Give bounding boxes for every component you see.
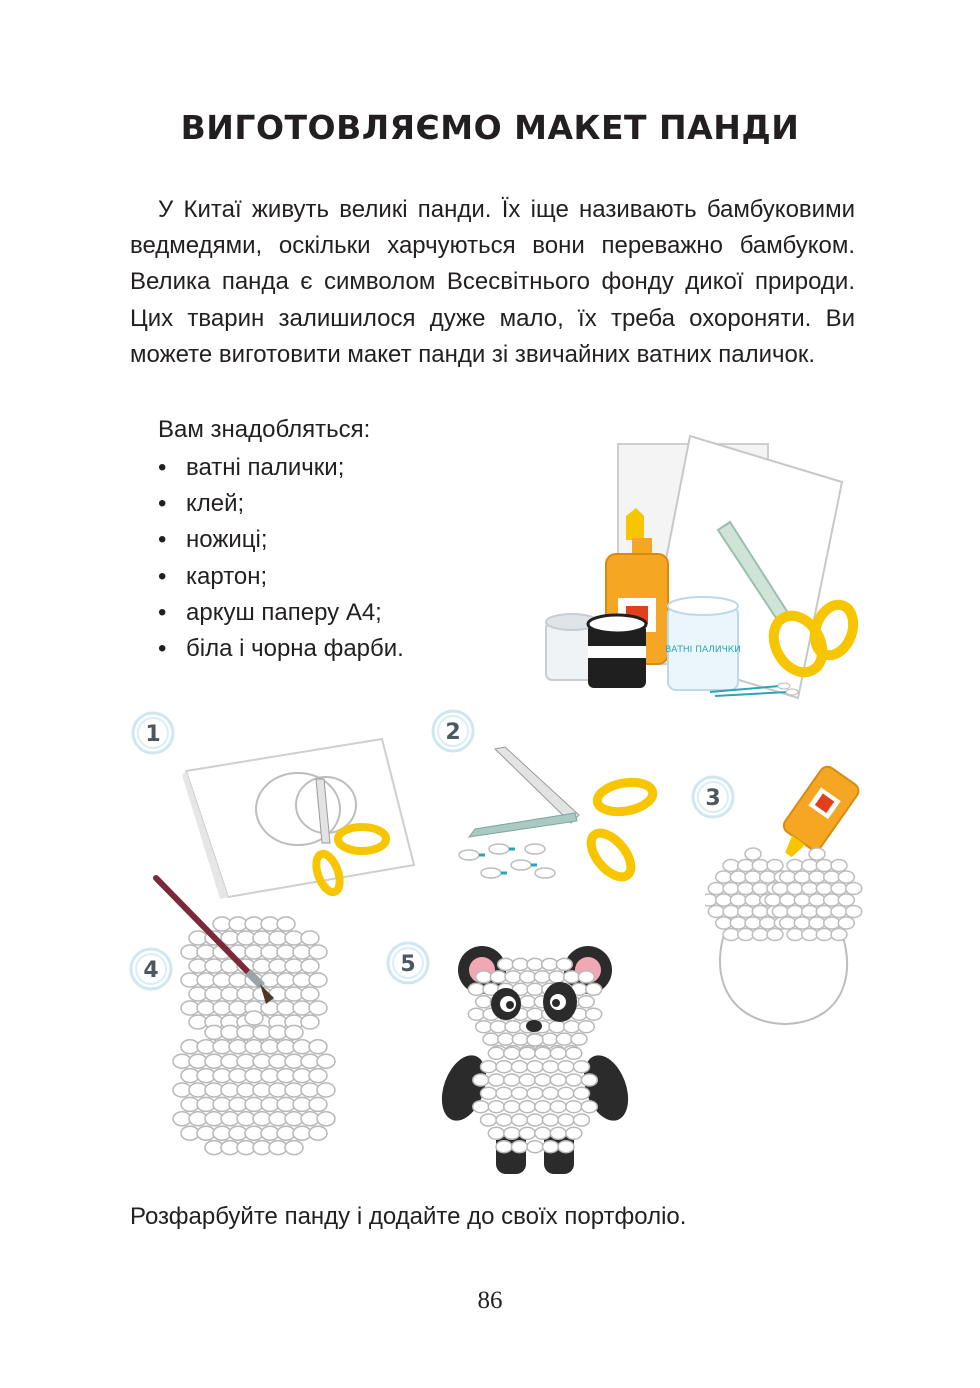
cotton-swab-tip [831, 883, 847, 895]
cotton-swab-tip [558, 1141, 574, 1153]
cotton-swab-tip [809, 917, 825, 929]
cotton-swab-tip [481, 1061, 497, 1073]
cotton-swab-tip [309, 1069, 327, 1083]
cotton-swab-tip [809, 871, 825, 883]
step-4-illustration [150, 870, 360, 1180]
cotton-swab-tip [780, 894, 796, 906]
cotton-swab-tip [483, 1033, 499, 1045]
cotton-swab-tip [301, 1015, 319, 1029]
cotton-swab-tip [527, 1087, 543, 1099]
cotton-swab-tip [490, 971, 506, 983]
cotton-swab-tip [802, 860, 818, 872]
panda-swab-body [468, 958, 601, 1152]
cotton-swab-tip [738, 860, 754, 872]
cotton-swab-tip [824, 871, 840, 883]
cotton-swab-tip [543, 1087, 559, 1099]
cotton-swab-tip [498, 1033, 514, 1045]
cotton-swab-tip [527, 1008, 543, 1020]
cotton-swab-tip [566, 1074, 582, 1086]
cotton-swab-tip [558, 1114, 574, 1126]
cotton-swab-tip [309, 1001, 327, 1015]
material-item: • біла і чорна фарби. [158, 631, 404, 667]
cotton-swab-tip [787, 906, 803, 918]
step-5-illustration [440, 940, 630, 1180]
cotton-swab-tip [571, 1033, 587, 1045]
cotton-swab-tip [488, 1047, 504, 1059]
cotton-swab-tip [488, 1101, 504, 1113]
step-number: 2 [445, 720, 461, 745]
cotton-swab-tip [787, 860, 803, 872]
cotton-swab-tip [309, 945, 327, 959]
cotton-swab-tip [481, 1087, 497, 1099]
cotton-swab-tip [586, 983, 602, 995]
cotton-swab-tip [831, 860, 847, 872]
cotton-swab-tip [558, 1061, 574, 1073]
cotton-swab-tip [512, 1087, 528, 1099]
step-3-illustration [705, 760, 865, 1040]
cotton-swab-tip [723, 860, 739, 872]
cotton-swab-tip [542, 958, 558, 970]
cotton-swab-tip [519, 1127, 535, 1139]
cotton-swab-tip [496, 1114, 512, 1126]
cotton-swab-tip [277, 917, 295, 931]
cotton-swab-tip [481, 1114, 497, 1126]
cotton-swab-tip [816, 906, 832, 918]
materials-heading: Вам знадобляться: [158, 416, 371, 443]
cotton-swab-tip [780, 917, 796, 929]
materials-illustration [540, 430, 860, 710]
step-2-illustration [455, 745, 665, 895]
cotton-swab-tip [578, 1021, 594, 1033]
cotton-swab-tip [574, 1087, 590, 1099]
cotton-swab-tip [543, 1141, 559, 1153]
cotton-swab-tip [496, 1141, 512, 1153]
cotton-swab-tip [723, 883, 739, 895]
cotton-swab-tip [787, 883, 803, 895]
cotton-swab-tip [752, 906, 768, 918]
cotton-swab-tip [738, 883, 754, 895]
material-item: • ножиці; [158, 522, 404, 558]
step-badge-1 [130, 710, 176, 756]
cotton-swab-tip [505, 1021, 521, 1033]
cotton-swab-tip [542, 1033, 558, 1045]
cotton-swab-tip [745, 871, 761, 883]
cotton-swab-tip [504, 1101, 520, 1113]
cotton-swab-tip [816, 883, 832, 895]
cotton-swab-tip [468, 1008, 484, 1020]
cotton-swab-tip [760, 871, 776, 883]
page-title: ВИГОТОВЛЯЄМО МАКЕТ ПАНДИ [180, 108, 800, 147]
cotton-swab-tip [527, 1061, 543, 1073]
cotton-swab-tip [527, 958, 543, 970]
cotton-swab-tip [566, 1127, 582, 1139]
step-number: 1 [145, 722, 161, 747]
cotton-swab-tip [549, 971, 565, 983]
step-number: 3 [705, 786, 721, 811]
cotton-swab-tip [535, 1127, 551, 1139]
cotton-swab-tip [730, 871, 746, 883]
panda-swab-body [173, 917, 335, 1155]
cotton-swab-tip [787, 929, 803, 941]
intro-text: У Китаї живуть великі панди. Їх іще називають бамбуковими ведмедями, оскільки харчуються вони переважно бамбуком. Велика панда є символом Всесвітнього фонду дикої природи. Цих тварин залишилося дуже мало, їх треба охороняти. Ви можете виготовити макет панди зі звичайних ватних паличок. [130, 196, 855, 368]
black-paint-jar-icon [588, 615, 646, 688]
cotton-swab-tip [809, 894, 825, 906]
cotton-swab-tip [468, 983, 484, 995]
closing-instruction: Розфарбуйте панду і додайте до своїх портфоліо. [130, 1203, 687, 1230]
cotton-swab-tip [301, 959, 319, 973]
cotton-swab-tip [512, 1061, 528, 1073]
cotton-swab-tip [245, 1011, 263, 1025]
cotton-swab-tip [846, 883, 862, 895]
cotton-swab-tip [520, 996, 536, 1008]
cotton-swab-tip [723, 906, 739, 918]
cotton-swab-tip [765, 894, 781, 906]
swab-box-label: ВАТНІ ПАЛИЧКИ [665, 645, 741, 655]
cotton-swab-tip [498, 958, 514, 970]
cotton-swab-tip [824, 894, 840, 906]
cotton-swab-tip [534, 971, 550, 983]
cotton-swab-tip [309, 1097, 327, 1111]
cotton-swab-tip [317, 1054, 335, 1068]
cotton-swab-tip [504, 1074, 520, 1086]
material-item: • ватні палички; [158, 450, 404, 486]
cotton-swab-tip [716, 894, 732, 906]
cotton-swab-tip [581, 1074, 597, 1086]
cotton-swab-tip [476, 996, 492, 1008]
cotton-swab-tip [285, 1025, 303, 1039]
cotton-swab-tip [578, 971, 594, 983]
step-number: 5 [400, 952, 416, 977]
cotton-swab-tip [716, 871, 732, 883]
cotton-swab-tip [476, 1021, 492, 1033]
step-badge-5 [385, 940, 431, 986]
cotton-swab-tip [309, 973, 327, 987]
cotton-swab-tip [772, 883, 788, 895]
cotton-swab-tip [550, 1101, 566, 1113]
cotton-swab-tip [527, 1141, 543, 1153]
material-item: • аркуш паперу А4; [158, 595, 404, 631]
material-item: • клей; [158, 486, 404, 522]
cotton-swab-tip [535, 1047, 551, 1059]
step-number: 4 [143, 958, 159, 983]
cotton-swab-tip [473, 1074, 489, 1086]
cotton-swab-tip [317, 1083, 335, 1097]
cotton-swab-tip [527, 983, 543, 995]
cotton-swab-tip [708, 883, 724, 895]
cotton-swab-tip [550, 1127, 566, 1139]
cotton-swab-tip [730, 917, 746, 929]
cotton-swab-tip [716, 917, 732, 929]
cotton-swab-tip [794, 894, 810, 906]
cotton-swab-tip [752, 883, 768, 895]
cotton-swab-tip [317, 1112, 335, 1126]
cotton-swab-tip [809, 848, 825, 860]
cotton-swab-tip [745, 894, 761, 906]
cotton-swab-tip [738, 929, 754, 941]
cotton-swab-tip [309, 1126, 327, 1140]
cotton-swab-tip [488, 1127, 504, 1139]
page-number: 86 [477, 1287, 503, 1314]
cotton-swab-tip [824, 917, 840, 929]
cotton-swab-tip [512, 1114, 528, 1126]
cotton-swab-tip [490, 1021, 506, 1033]
cotton-swab-tip [527, 1114, 543, 1126]
cotton-swab-tip [772, 906, 788, 918]
cotton-swab-tip [285, 1141, 303, 1155]
cotton-swab-tip [504, 1047, 520, 1059]
cotton-swab-tip [535, 1074, 551, 1086]
scissors-icon [469, 747, 655, 884]
cotton-swab-tip [802, 906, 818, 918]
cotton-swab-tip [831, 906, 847, 918]
cotton-swab-tip [504, 1127, 520, 1139]
cotton-swab-tip [512, 958, 528, 970]
cotton-swab-tip [574, 1061, 590, 1073]
cotton-swab-tip [794, 917, 810, 929]
cotton-swab-tip [752, 929, 768, 941]
cotton-swab-tip [473, 1101, 489, 1113]
cotton-swab-tips-icon [705, 848, 862, 941]
cotton-swab-tip [496, 1061, 512, 1073]
cotton-swab-tip [301, 931, 319, 945]
cotton-swab-tip [708, 906, 724, 918]
cotton-swab-tip [519, 1047, 535, 1059]
materials-list [158, 450, 404, 667]
cotton-swab-tip [550, 1074, 566, 1086]
cotton-swab-tip [549, 1021, 565, 1033]
cotton-swab-tip [745, 917, 761, 929]
cotton-swab-tip [578, 996, 594, 1008]
cotton-swab-tip [488, 1074, 504, 1086]
cotton-swab-tip [566, 1047, 582, 1059]
cotton-swab-tip [846, 906, 862, 918]
cotton-swab-tip [574, 1114, 590, 1126]
cotton-swab-tip [496, 1087, 512, 1099]
cotton-swab-tip [745, 848, 761, 860]
cotton-swab-tip [752, 860, 768, 872]
cotton-swab-tip [519, 1101, 535, 1113]
cotton-swab-tip [512, 1141, 528, 1153]
cotton-swab-tip [581, 1101, 597, 1113]
cotton-swab-tip [543, 1114, 559, 1126]
cotton-swab-tip [550, 1047, 566, 1059]
cotton-swab-tip [505, 971, 521, 983]
cotton-swab-tip [556, 1033, 572, 1045]
cotton-swab-tip [564, 1021, 580, 1033]
cotton-swab-tip [566, 1101, 582, 1113]
cotton-swab-tip [586, 1008, 602, 1020]
cotton-swab-tip [723, 929, 739, 941]
cotton-swab-tip [838, 917, 854, 929]
cotton-swab-tip [520, 971, 536, 983]
material-item: • картон; [158, 559, 404, 595]
cotton-swab-tip [760, 917, 776, 929]
cotton-swab-tip [556, 958, 572, 970]
cotton-swab-tip [767, 929, 783, 941]
cotton-swab-tip [838, 894, 854, 906]
cotton-swab-tip [767, 860, 783, 872]
cotton-swab-tip [564, 971, 580, 983]
cotton-swab-tip [309, 1040, 327, 1054]
intro-paragraph [130, 192, 855, 373]
cotton-swab-tip [558, 1087, 574, 1099]
cotton-swab-tip [527, 1034, 543, 1046]
cotton-swab-tip [543, 1061, 559, 1073]
cotton-swab-tip [802, 883, 818, 895]
cotton-swab-tip [780, 871, 796, 883]
cotton-swab-tip [730, 894, 746, 906]
cotton-swab-tip [512, 1033, 528, 1045]
cotton-swab-box-icon [665, 597, 741, 690]
cotton-swab-tip [794, 871, 810, 883]
cotton-swab-tip [816, 929, 832, 941]
cotton-swab-tip [838, 871, 854, 883]
cotton-swab-tip [831, 929, 847, 941]
cotton-swab-tip [738, 906, 754, 918]
cotton-swab-tip [476, 971, 492, 983]
cotton-swab-tip [301, 987, 319, 1001]
cotton-swab-tip [802, 929, 818, 941]
cotton-swab-tip [519, 1074, 535, 1086]
cotton-swab-tip [535, 1101, 551, 1113]
cotton-swab-tip [816, 860, 832, 872]
